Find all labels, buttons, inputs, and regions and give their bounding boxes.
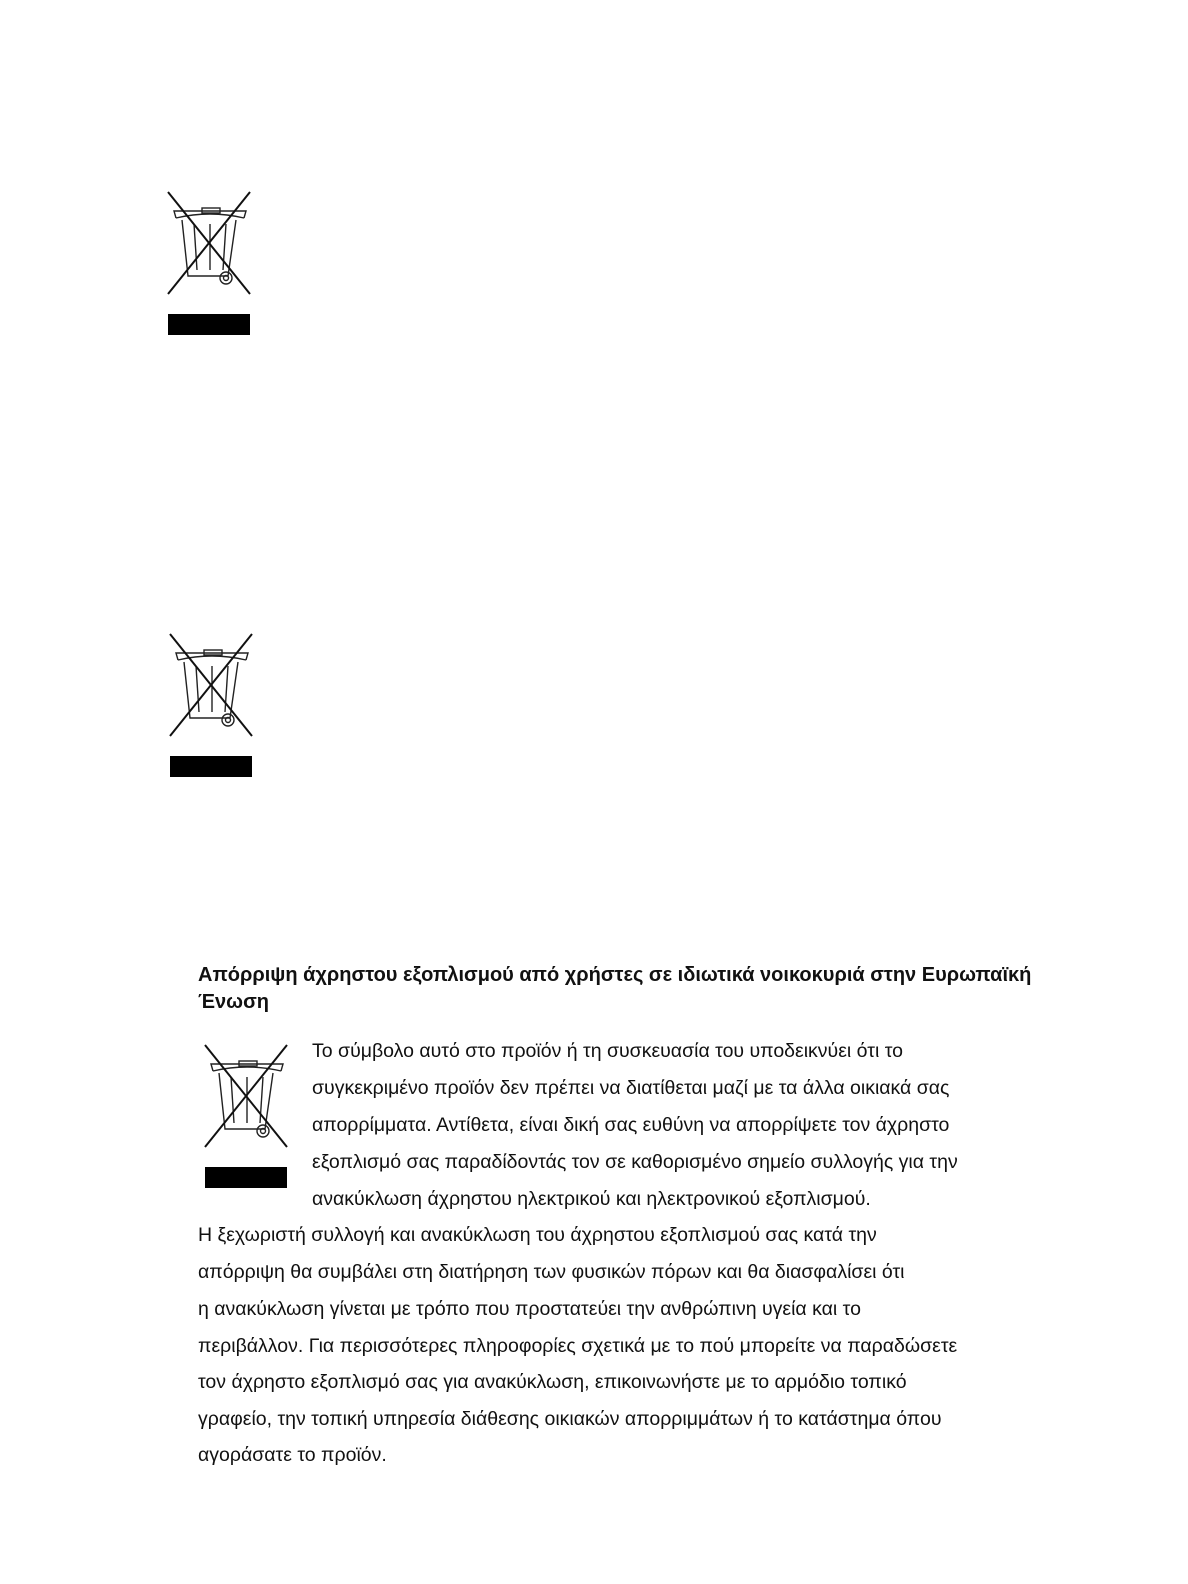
paragraph-line: τον άχρηστο εξοπλισμό σας για ανακύκλωση, επικοινωνήστε με το αρμόδιο τοπικό <box>198 1371 907 1393</box>
paragraph-line: ανακύκλωση άχρηστου ηλεκτρικού και ηλεκτρονικού εξοπλισμού. <box>312 1188 871 1210</box>
section-heading: Απόρριψη άχρηστου εξοπλισμού από χρήστες σε ιδιωτικά νοικοκυριά στην Ευρωπαϊκή Ένωση <box>198 964 1032 1013</box>
weee-crossed-bin-icon <box>168 632 258 782</box>
paragraph-line: γραφείο, την τοπική υπηρεσία διάθεσης οικιακών απορριμμάτων ή το κατάστημα όπου <box>198 1408 942 1430</box>
weee-crossed-bin-icon <box>203 1043 293 1193</box>
paragraph-line: συγκεκριμένο προϊόν δεν πρέπει να διατίθεται μαζί με τα άλλα οικιακά σας <box>312 1077 950 1099</box>
paragraph-line: Το σύμβολο αυτό στο προϊόν ή τη συσκευασία του υποδεικνύει ότι το <box>312 1040 903 1062</box>
paragraph-line: εξοπλισμό σας παραδίδοντάς τον σε καθορισμένο σημείο συλλογής για την <box>312 1151 958 1173</box>
paragraph-line: Η ξεχωριστή συλλογή και ανακύκλωση του άχρηστου εξοπλισμού σας κατά την <box>198 1224 877 1246</box>
weee-crossed-bin-icon <box>166 190 256 340</box>
paragraph-line: αγοράσατε το προϊόν. <box>198 1444 387 1466</box>
paragraph-line: περιβάλλον. Για περισσότερες πληροφορίες σχετικά με το πού μπορείτε να παραδώσετε <box>198 1335 958 1357</box>
paragraph-line: η ανακύκλωση γίνεται με τρόπο που προστατεύει την ανθρώπινη υγεία και το <box>198 1298 861 1320</box>
paragraph-line: απορρίμματα. Αντίθετα, είναι δική σας ευθύνη να απορρίψετε τον άχρηστο <box>312 1114 950 1136</box>
paragraph-line: απόρριψη θα συμβάλει στη διατήρηση των φυσικών πόρων και θα διασφαλίσει ότι <box>198 1261 905 1283</box>
